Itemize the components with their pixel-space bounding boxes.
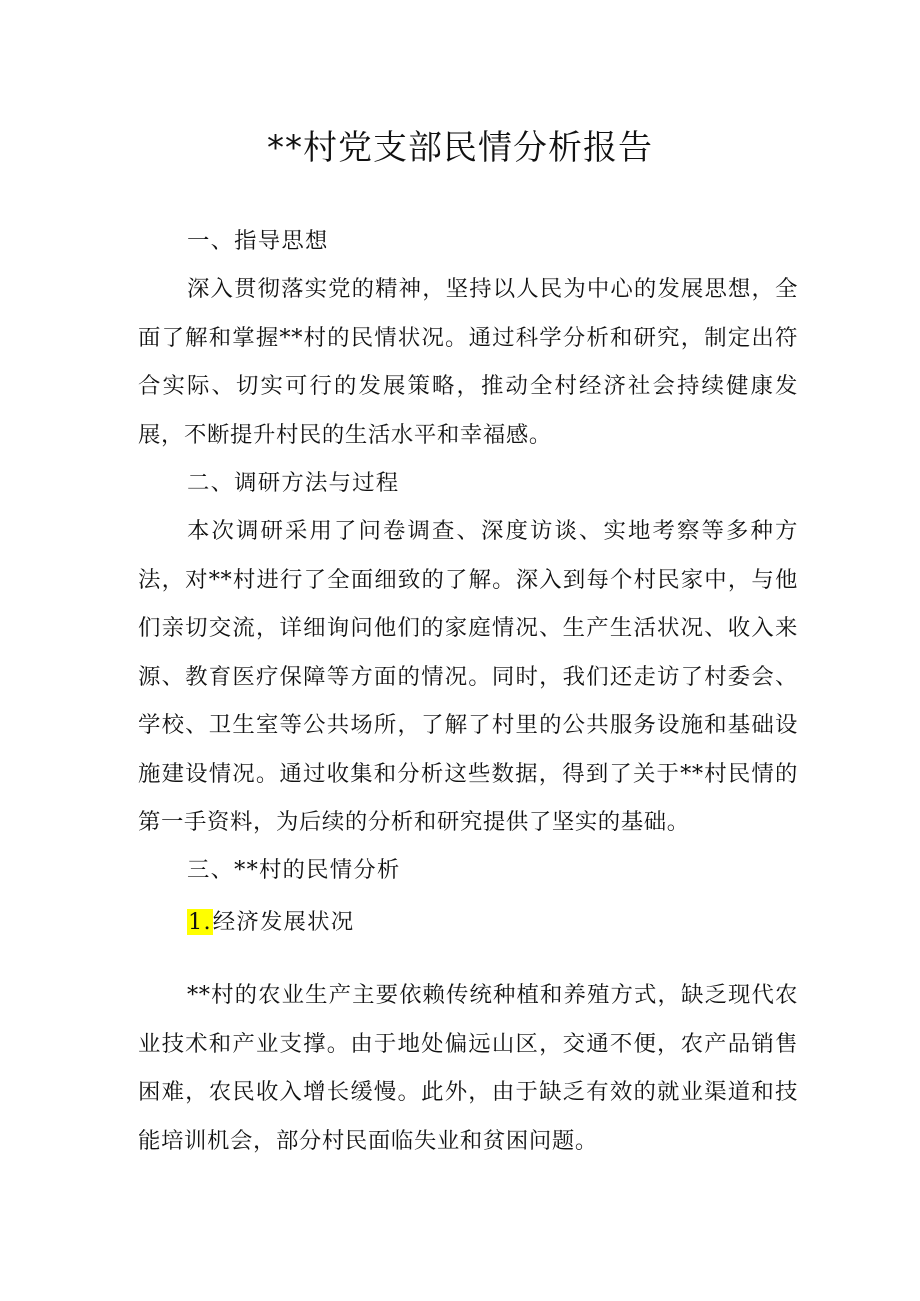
section-heading-guiding-ideology: 一、指导思想 [187,228,329,254]
section-paragraph-research-method [138,507,798,847]
paragraph-text: 本次调研采用了问卷调查、深度访谈、实地考察等多种方法，对**村进行了全面细致的了解。深入到每个村民家中，与他们亲切交流，详细询问他们的家庭情况、生产生活状况、收入来源、教育医疗保障等方面的情况。同时，我们还走访了村委会、学校、卫生室等公共场所，了解了村里的公共服务设施和基础设施建设情况。通过收集和分析这些数据，得到了关于**村民情的第一手资料，为后续的分析和研究提供了坚实的基础。 [138,518,798,835]
section-paragraph-guiding-ideology [138,265,798,459]
document-title: **村党支部民情分析报告 [267,128,653,168]
paragraph-text: 深入贯彻落实党的精神，坚持以人民为中心的发展思想，全面了解和掌握**村的民情状况。通过科学分析和研究，制定出符合实际、切实可行的发展策略，推动全村经济社会持续健康发展，不断提升村民的生活水平和幸福感。 [138,276,798,448]
subsection-paragraph-economy [138,971,798,1165]
subsection-title: 经济发展状况 [212,909,355,935]
section-heading-village-analysis: 三、**村的民情分析 [187,857,401,883]
highlighted-number: 1. [188,909,212,935]
section-heading-research-method: 二、调研方法与过程 [187,470,400,496]
paragraph-text: **村的农业生产主要依赖传统种植和养殖方式，缺乏现代农业技术和产业支撑。由于地处偏远山区，交通不便，农产品销售困难，农民收入增长缓慢。此外，由于缺乏有效的就业渠道和技能培训机会，部分村民面临失业和贫困问题。 [138,982,798,1154]
subsection-heading-economy [187,898,354,947]
